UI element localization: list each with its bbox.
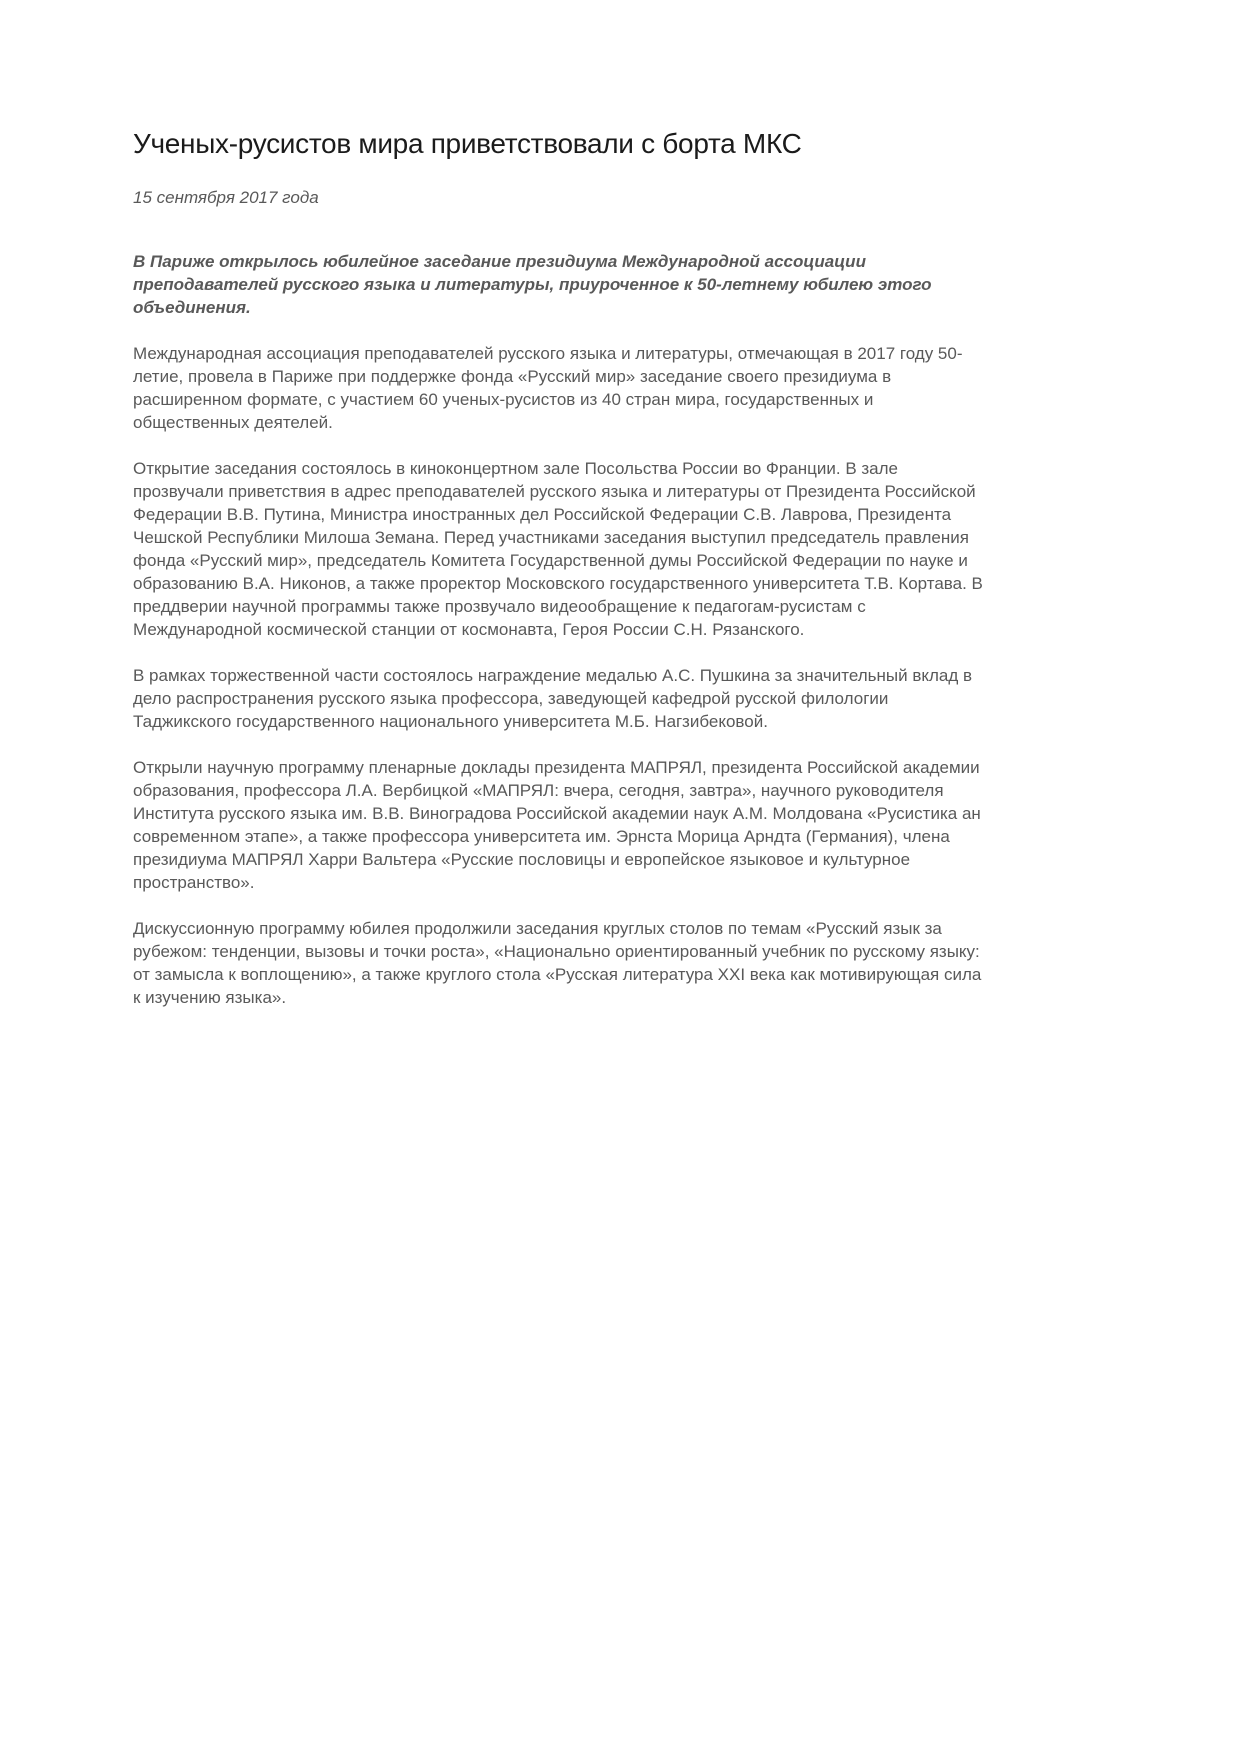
article-paragraph: Международная ассоциация преподавателей русского языка и литературы, отмечающая в 2017 году 50-летие, провела в Париже при поддержке фонда «Русский мир» заседание своего президиума в расширенном формате, с участием 60 ученых-русистов из 40 стран мира, государственных и общественных деятелей. [133, 344, 963, 432]
article-paragraph: В рамках торжественной части состоялось награждение медалью А.С. Пушкина за значительный вклад в дело распространения русского языка профессора, заведующей кафедрой русской филологии Таджикского государственного национального университета М.Б. Нагзибековой. [133, 666, 973, 731]
article-paragraph: Открытие заседания состоялось в киноконцертном зале Посольства России во Франции. В зале прозвучали приветствия в адрес преподавателей русского языка и литературы от Президента Российской Федерации В.В. Путина, Министра иностранных дел Российской Федерации С.В. Лаврова, Президента Чешской Республики Милоша Земана. Перед участниками заседания выступил председатель правления фонда «Русский мир», председатель Комитета Государственной думы Российской Федерации по науке и образованию В.А. Никонов, а также проректор Московского государственного университета Т.В. Кортава. В преддверии научной программы также прозвучало видеообращение к педагогам-русистам с Международной космической станции от космонавта, Героя России С.Н. Рязанского. [133, 459, 983, 639]
article-paragraph: Дискуссионную программу юбилея продолжили заседания круглых столов по темам «Русский язык за рубежом: тенденции, вызовы и точки роста», «Национально ориентированный учебник по русскому языку: от замысла к воплощению», а также круглого стола «Русская литература XXI века как мотивирующая сила к изучению языка». [133, 919, 982, 1007]
article-paragraph: Открыли научную программу пленарные доклады президента МАПРЯЛ, президента Российской академии образования, профессора Л.А. Вербицкой «МАПРЯЛ: вчера, сегодня, завтра», научного руководителя Института русского языка им. В.В. Виноградова Российской академии наук А.М. Молдована «Русистика ан современном этапе», а также профессора университета им. Эрнста Морица Арндта (Германия), члена президиума МАПРЯЛ Харри Вальтера «Русские пословицы и европейское языковое и культурное пространство». [133, 758, 981, 892]
article-date: 15 сентября 2017 года [133, 188, 319, 207]
article-title: Ученых-русистов мира приветствовали с борта МКС [133, 128, 802, 159]
article-lead: В Париже открылось юбилейное заседание президиума Международной ассоциации преподавателей русского языка и литературы, приуроченное к 50-летнему юбилею этого объединения. [133, 252, 932, 317]
